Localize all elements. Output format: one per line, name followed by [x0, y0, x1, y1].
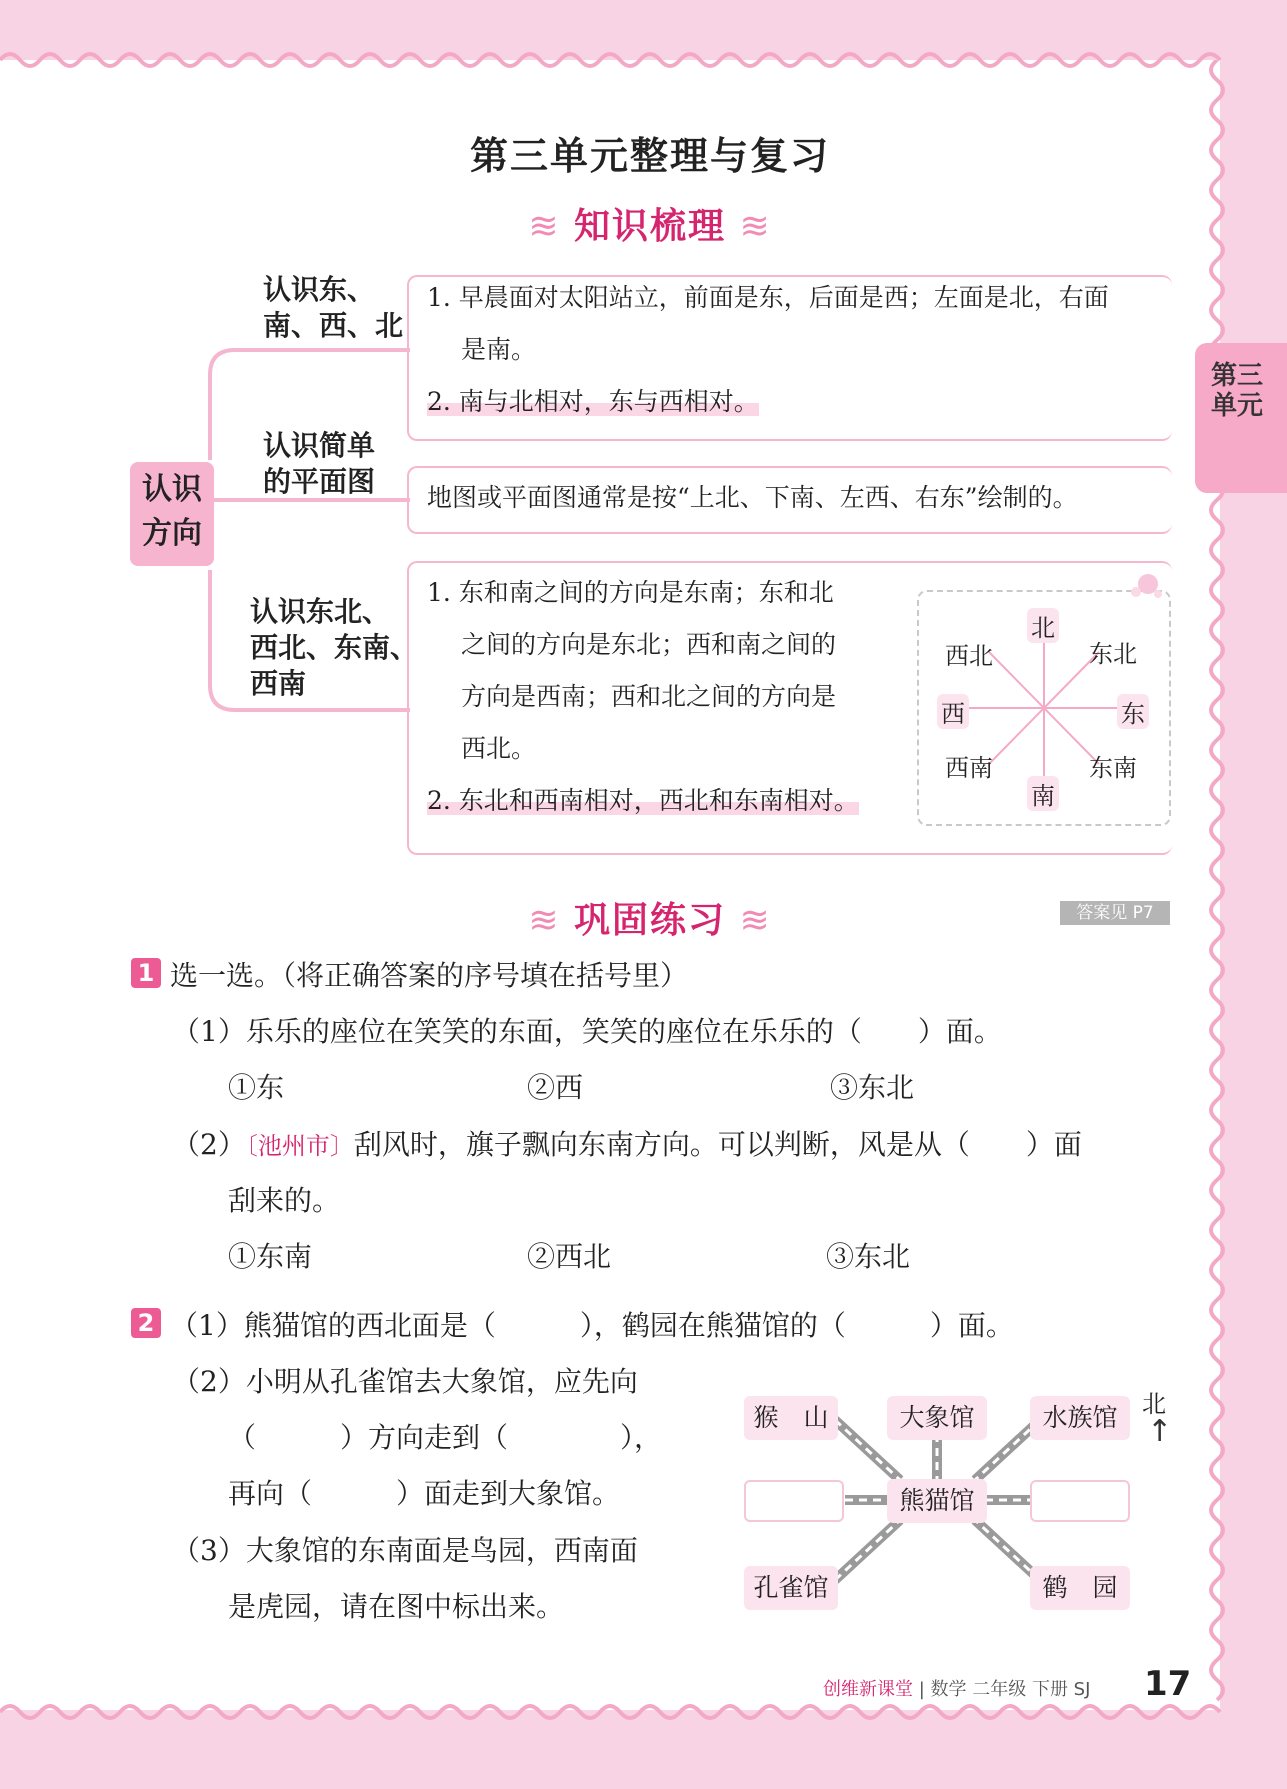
branch3-line: 方向是西南；西和北之间的方向是 [461, 682, 837, 711]
footer-info [823, 1675, 1090, 1701]
question1-sub1-option-b[interactable]: ②西 [527, 1071, 584, 1104]
question2-sub2-line1: （2）小明从孔雀馆去大象馆，应先向 [172, 1365, 638, 1398]
compass-east: 东 [1117, 694, 1149, 729]
compass-southeast: 东南 [1089, 754, 1137, 782]
question2-sub2-line2: （ ）方向走到（ ）， [228, 1421, 663, 1454]
question1-sub2 [172, 1123, 1082, 1163]
branch1-line: 是南。 [461, 335, 537, 364]
branch1-line: 1. 早晨面对太阳站立，前面是东，后面是西；左面是北，右面 [427, 283, 1109, 312]
compass-north: 北 [1027, 608, 1059, 643]
map-crane-garden: 鹤 园 [1030, 1566, 1130, 1610]
compass-south: 南 [1027, 776, 1059, 811]
compass-west: 西 [937, 694, 969, 729]
page-number: 17 [1144, 1664, 1192, 1704]
compass-northeast: 东北 [1089, 640, 1137, 668]
compass-northwest: 西北 [945, 642, 993, 670]
compass-southwest: 西南 [945, 754, 993, 782]
branch3-line: 西北。 [461, 734, 537, 763]
top-wave-border [0, 48, 1287, 72]
map-monkey-hill: 猴 山 [744, 1396, 838, 1440]
wave-decoration-icon: ≋ [726, 206, 772, 247]
section-knowledge-title: 知识梳理 [573, 206, 726, 247]
section-practice-title: 巩固练习 [573, 900, 726, 941]
question1-sub1: （1）乐乐的座位在笑笑的东面，笑笑的座位在乐乐的（ ）面。 [172, 1015, 1002, 1048]
question2-sub3-line1: （3）大象馆的东南面是鸟园，西南面 [172, 1534, 638, 1567]
branch3-label [250, 594, 418, 702]
map-blank-east[interactable] [1030, 1480, 1130, 1522]
question1-sub2-option-c[interactable]: ③东北 [826, 1240, 911, 1273]
north-arrow-icon: ↑ [1147, 1414, 1173, 1449]
wave-decoration-icon: ≋ [528, 206, 574, 247]
branch3-line: 之间的方向是东北；西和南之间的 [461, 630, 837, 659]
question1-sub1-option-a[interactable]: ①东 [228, 1071, 285, 1104]
compass-diagram [917, 590, 1171, 826]
map-elephant-house: 大象馆 [887, 1396, 987, 1440]
question2-sub1: （1）熊猫馆的西北面是（ ），鹤园在熊猫馆的（ ）面。 [170, 1309, 1014, 1342]
branch2-label-line: 的平面图 [263, 465, 376, 498]
question1-sub2-option-a[interactable]: ①东南 [228, 1240, 313, 1273]
branch2-label-line: 认识简单 [263, 429, 376, 462]
branch1-text [427, 272, 1109, 428]
branch1-label [263, 272, 403, 344]
question1-sub2-text: 刮风时，旗子飘向东南方向。可以判断，风是从（ ）面 [353, 1128, 1082, 1161]
question2-number: 2 [131, 1308, 161, 1338]
wave-decoration-icon: ≋ [726, 900, 772, 941]
branch3-label-line: 西南 [250, 667, 307, 700]
branch1-label-line: 南、西、北 [263, 309, 404, 342]
footer-book-info: | 数学 二年级 下册 SJ [918, 1679, 1091, 1700]
question1-sub2-option-b[interactable]: ②西北 [527, 1240, 612, 1273]
section-knowledge [0, 198, 1287, 249]
branch3-line: 2. 东北和西南相对，西北和东南相对。 [427, 786, 859, 815]
branch3-label-line: 认识东北、 [250, 595, 391, 628]
page-title: 第三单元整理与复习 [469, 134, 830, 178]
map-panda-house: 熊猫馆 [887, 1479, 987, 1523]
wave-decoration-icon: ≋ [528, 900, 574, 941]
city-tag: 〔池州市〕 [245, 1132, 354, 1160]
bubble-decoration-icon [1128, 568, 1168, 604]
question1-sub2-line2: 刮来的。 [228, 1184, 341, 1217]
question2-sub2-line3: 再向（ ）面走到大象馆。 [228, 1477, 621, 1510]
unit-side-tab-label: 第三单元 [1210, 361, 1263, 421]
branch2-label [263, 428, 375, 500]
answer-reference: 答案见 P7 [1060, 901, 1170, 925]
question1-stem: 选一选。（将正确答案的序号填在括号里） [170, 959, 689, 992]
mindmap-root [130, 462, 214, 566]
branch3-text [427, 567, 859, 827]
question1-sub2-prefix: （2） [172, 1128, 246, 1161]
map-blank-west[interactable] [744, 1480, 844, 1522]
branch2-text: 地图或平面图通常是按“上北、下南、左西、右东”绘制的。 [427, 483, 1078, 512]
question1-sub1-option-c[interactable]: ③东北 [830, 1071, 915, 1104]
map-north-label: 北 [1142, 1390, 1166, 1418]
branch1-label-line: 认识东、 [263, 273, 376, 306]
unit-side-tab[interactable] [1195, 343, 1287, 493]
branch1-line: 2. 南与北相对，东与西相对。 [427, 387, 759, 416]
question1-number: 1 [131, 958, 161, 988]
branch3-label-line: 西北、东南、 [250, 631, 419, 664]
bottom-wave-border [0, 1700, 1287, 1724]
footer-brand: 创维新课堂 [823, 1679, 913, 1700]
map-peacock-house: 孔雀馆 [744, 1566, 838, 1610]
right-wave-border [1205, 60, 1229, 1710]
branch3-line: 1. 东和南之间的方向是东南；东和北 [427, 578, 834, 607]
mindmap-root-label: 认识方向 [142, 472, 202, 551]
zoo-map [740, 1380, 1140, 1620]
map-aquarium: 水族馆 [1030, 1396, 1130, 1440]
question2-sub3-line2: 是虎园，请在图中标出来。 [228, 1590, 565, 1623]
